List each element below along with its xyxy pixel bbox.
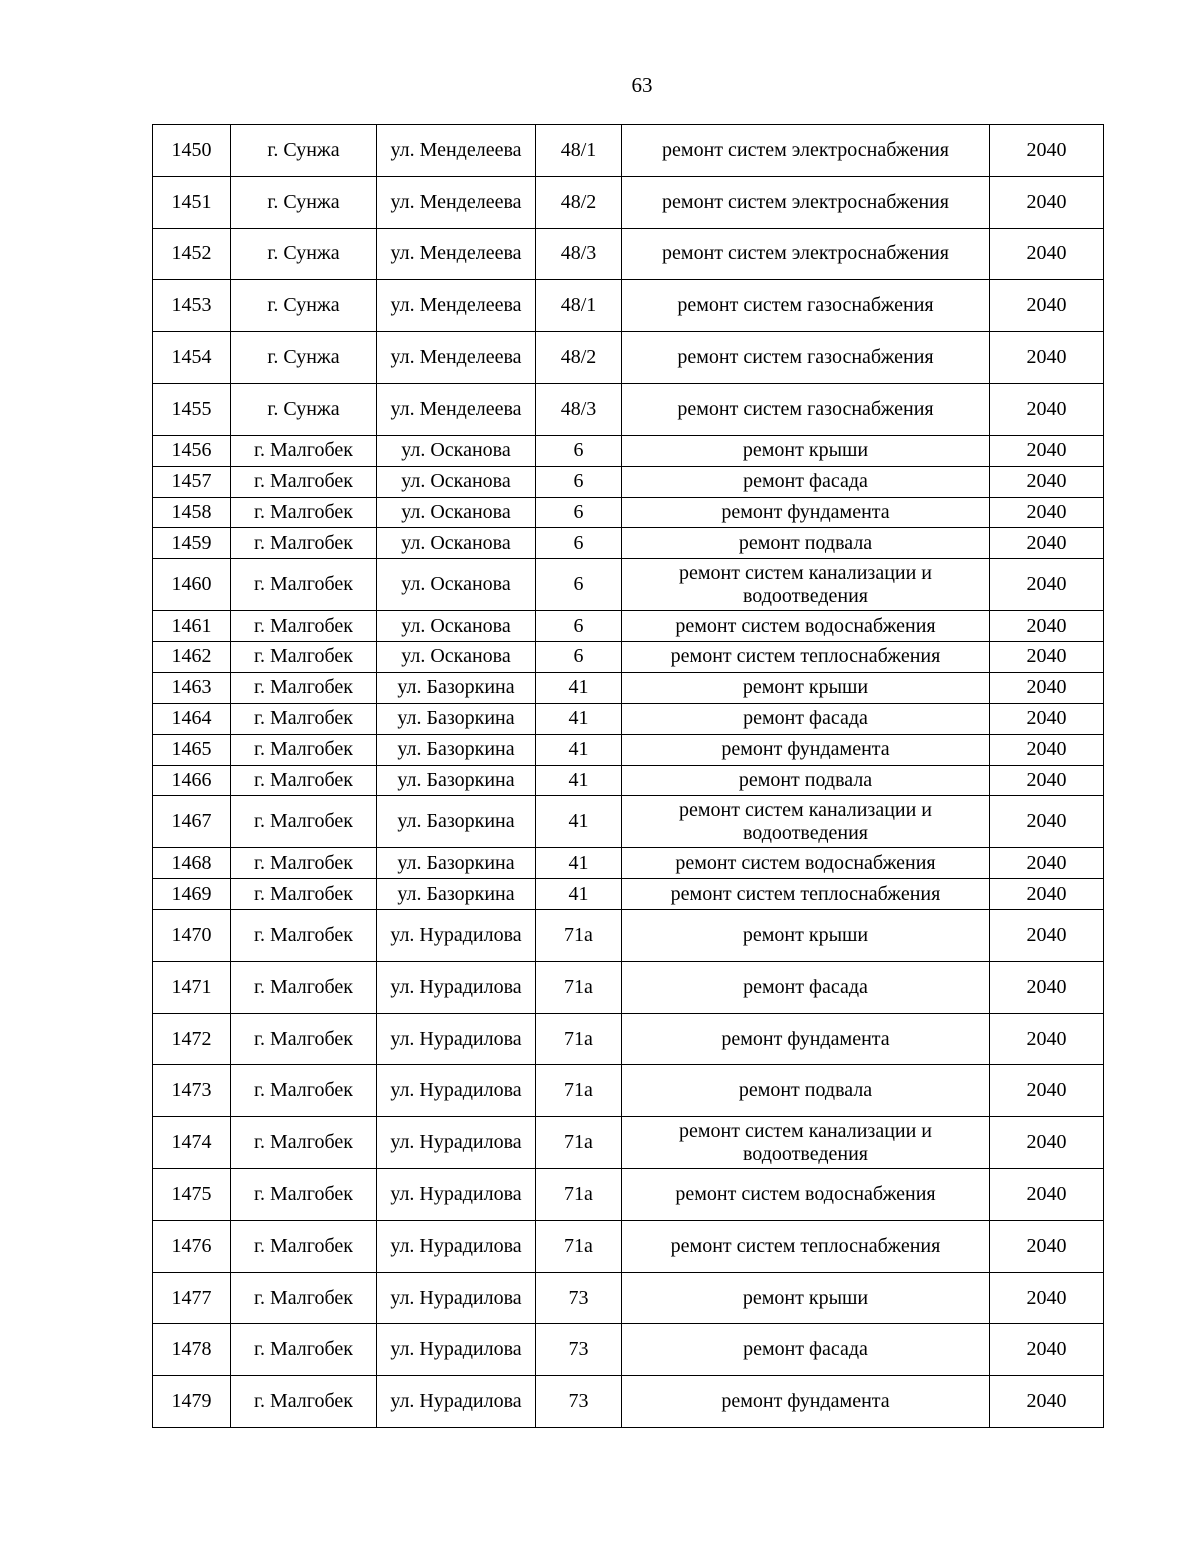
street-cell: ул. Нурадилова xyxy=(377,910,536,962)
city-cell: г. Сунжа xyxy=(231,125,377,177)
house-number-cell: 48/2 xyxy=(536,176,622,228)
year-cell: 2040 xyxy=(990,910,1104,962)
table-row xyxy=(153,1272,1104,1324)
year-cell: 2040 xyxy=(990,1376,1104,1428)
row-number-cell: 1467 xyxy=(153,796,231,848)
house-number-cell: 71а xyxy=(536,1220,622,1272)
table-row xyxy=(153,611,1104,642)
city-cell: г. Малгобек xyxy=(231,559,377,611)
city-cell: г. Малгобек xyxy=(231,466,377,497)
work-type-cell: ремонт крыши xyxy=(622,672,990,703)
street-cell: ул. Нурадилова xyxy=(377,1065,536,1117)
street-cell: ул. Осканова xyxy=(377,528,536,559)
repair-schedule-table xyxy=(152,124,1104,1428)
row-number-cell: 1464 xyxy=(153,703,231,734)
house-number-cell: 6 xyxy=(536,435,622,466)
work-type-cell: ремонт подвала xyxy=(622,765,990,796)
house-number-cell: 41 xyxy=(536,848,622,879)
year-cell: 2040 xyxy=(990,280,1104,332)
street-cell: ул. Менделеева xyxy=(377,332,536,384)
city-cell: г. Малгобек xyxy=(231,435,377,466)
work-type-cell: ремонт систем канализации и водоотведения xyxy=(622,796,990,848)
street-cell: ул. Базоркина xyxy=(377,848,536,879)
year-cell: 2040 xyxy=(990,228,1104,280)
row-number-cell: 1459 xyxy=(153,528,231,559)
street-cell: ул. Менделеева xyxy=(377,383,536,435)
city-cell: г. Малгобек xyxy=(231,848,377,879)
house-number-cell: 6 xyxy=(536,466,622,497)
city-cell: г. Малгобек xyxy=(231,528,377,559)
row-number-cell: 1458 xyxy=(153,497,231,528)
table-row xyxy=(153,672,1104,703)
row-number-cell: 1453 xyxy=(153,280,231,332)
table-row xyxy=(153,1376,1104,1428)
work-type-cell: ремонт фундамента xyxy=(622,1013,990,1065)
table-row xyxy=(153,1324,1104,1376)
work-type-cell: ремонт систем канализации и водоотведения xyxy=(622,559,990,611)
year-cell: 2040 xyxy=(990,559,1104,611)
table-row xyxy=(153,383,1104,435)
street-cell: ул. Нурадилова xyxy=(377,1324,536,1376)
table-body xyxy=(153,125,1104,1428)
year-cell: 2040 xyxy=(990,1272,1104,1324)
street-cell: ул. Менделеева xyxy=(377,280,536,332)
street-cell: ул. Нурадилова xyxy=(377,1117,536,1169)
row-number-cell: 1462 xyxy=(153,642,231,673)
street-cell: ул. Менделеева xyxy=(377,125,536,177)
street-cell: ул. Базоркина xyxy=(377,672,536,703)
row-number-cell: 1471 xyxy=(153,961,231,1013)
house-number-cell: 6 xyxy=(536,559,622,611)
city-cell: г. Малгобек xyxy=(231,1272,377,1324)
city-cell: г. Малгобек xyxy=(231,497,377,528)
work-type-cell: ремонт систем водоснабжения xyxy=(622,1169,990,1221)
house-number-cell: 71а xyxy=(536,1065,622,1117)
street-cell: ул. Осканова xyxy=(377,435,536,466)
year-cell: 2040 xyxy=(990,703,1104,734)
house-number-cell: 41 xyxy=(536,879,622,910)
street-cell: ул. Менделеева xyxy=(377,228,536,280)
year-cell: 2040 xyxy=(990,672,1104,703)
work-type-cell: ремонт систем теплоснабжения xyxy=(622,879,990,910)
street-cell: ул. Нурадилова xyxy=(377,1013,536,1065)
table-row xyxy=(153,1169,1104,1221)
row-number-cell: 1476 xyxy=(153,1220,231,1272)
table-row xyxy=(153,176,1104,228)
work-type-cell: ремонт систем водоснабжения xyxy=(622,611,990,642)
city-cell: г. Малгобек xyxy=(231,910,377,962)
work-type-cell: ремонт фундамента xyxy=(622,734,990,765)
row-number-cell: 1461 xyxy=(153,611,231,642)
table-row xyxy=(153,734,1104,765)
house-number-cell: 73 xyxy=(536,1376,622,1428)
table-row xyxy=(153,1065,1104,1117)
street-cell: ул. Базоркина xyxy=(377,796,536,848)
city-cell: г. Малгобек xyxy=(231,1324,377,1376)
table-row xyxy=(153,796,1104,848)
row-number-cell: 1473 xyxy=(153,1065,231,1117)
work-type-cell: ремонт фундамента xyxy=(622,1376,990,1428)
table-row xyxy=(153,879,1104,910)
work-type-cell: ремонт систем электроснабжения xyxy=(622,125,990,177)
year-cell: 2040 xyxy=(990,435,1104,466)
work-type-cell: ремонт систем теплоснабжения xyxy=(622,642,990,673)
row-number-cell: 1468 xyxy=(153,848,231,879)
table-row xyxy=(153,559,1104,611)
city-cell: г. Малгобек xyxy=(231,611,377,642)
table-row xyxy=(153,703,1104,734)
table-row xyxy=(153,466,1104,497)
house-number-cell: 48/3 xyxy=(536,228,622,280)
work-type-cell: ремонт крыши xyxy=(622,435,990,466)
work-type-cell: ремонт фундамента xyxy=(622,497,990,528)
year-cell: 2040 xyxy=(990,1324,1104,1376)
city-cell: г. Малгобек xyxy=(231,1220,377,1272)
house-number-cell: 41 xyxy=(536,672,622,703)
table-row xyxy=(153,280,1104,332)
street-cell: ул. Базоркина xyxy=(377,765,536,796)
table-row xyxy=(153,1013,1104,1065)
table-row xyxy=(153,910,1104,962)
house-number-cell: 71а xyxy=(536,1169,622,1221)
row-number-cell: 1472 xyxy=(153,1013,231,1065)
work-type-cell: ремонт систем канализации и водоотведения xyxy=(622,1117,990,1169)
year-cell: 2040 xyxy=(990,383,1104,435)
work-type-cell: ремонт систем газоснабжения xyxy=(622,280,990,332)
work-type-cell: ремонт крыши xyxy=(622,910,990,962)
street-cell: ул. Нурадилова xyxy=(377,961,536,1013)
street-cell: ул. Осканова xyxy=(377,466,536,497)
house-number-cell: 73 xyxy=(536,1324,622,1376)
table-row xyxy=(153,848,1104,879)
year-cell: 2040 xyxy=(990,1117,1104,1169)
table-row xyxy=(153,228,1104,280)
city-cell: г. Малгобек xyxy=(231,703,377,734)
street-cell: ул. Осканова xyxy=(377,497,536,528)
year-cell: 2040 xyxy=(990,611,1104,642)
work-type-cell: ремонт крыши xyxy=(622,1272,990,1324)
work-type-cell: ремонт систем теплоснабжения xyxy=(622,1220,990,1272)
year-cell: 2040 xyxy=(990,642,1104,673)
year-cell: 2040 xyxy=(990,1065,1104,1117)
street-cell: ул. Нурадилова xyxy=(377,1272,536,1324)
year-cell: 2040 xyxy=(990,176,1104,228)
work-type-cell: ремонт фасада xyxy=(622,703,990,734)
row-number-cell: 1465 xyxy=(153,734,231,765)
work-type-cell: ремонт систем водоснабжения xyxy=(622,848,990,879)
table-row xyxy=(153,765,1104,796)
work-type-cell: ремонт систем газоснабжения xyxy=(622,383,990,435)
work-type-cell: ремонт подвала xyxy=(622,1065,990,1117)
house-number-cell: 71а xyxy=(536,1117,622,1169)
row-number-cell: 1455 xyxy=(153,383,231,435)
house-number-cell: 73 xyxy=(536,1272,622,1324)
city-cell: г. Сунжа xyxy=(231,228,377,280)
work-type-cell: ремонт фасада xyxy=(622,961,990,1013)
table-row xyxy=(153,332,1104,384)
work-type-cell: ремонт систем электроснабжения xyxy=(622,176,990,228)
year-cell: 2040 xyxy=(990,734,1104,765)
year-cell: 2040 xyxy=(990,848,1104,879)
house-number-cell: 71а xyxy=(536,961,622,1013)
city-cell: г. Малгобек xyxy=(231,879,377,910)
street-cell: ул. Нурадилова xyxy=(377,1376,536,1428)
work-type-cell: ремонт фасада xyxy=(622,1324,990,1376)
city-cell: г. Сунжа xyxy=(231,280,377,332)
row-number-cell: 1470 xyxy=(153,910,231,962)
city-cell: г. Сунжа xyxy=(231,332,377,384)
row-number-cell: 1460 xyxy=(153,559,231,611)
row-number-cell: 1469 xyxy=(153,879,231,910)
house-number-cell: 6 xyxy=(536,528,622,559)
street-cell: ул. Осканова xyxy=(377,559,536,611)
city-cell: г. Малгобек xyxy=(231,1117,377,1169)
row-number-cell: 1451 xyxy=(153,176,231,228)
year-cell: 2040 xyxy=(990,528,1104,559)
street-cell: ул. Базоркина xyxy=(377,703,536,734)
row-number-cell: 1474 xyxy=(153,1117,231,1169)
city-cell: г. Малгобек xyxy=(231,642,377,673)
table-row xyxy=(153,528,1104,559)
city-cell: г. Малгобек xyxy=(231,1169,377,1221)
year-cell: 2040 xyxy=(990,765,1104,796)
city-cell: г. Малгобек xyxy=(231,961,377,1013)
city-cell: г. Сунжа xyxy=(231,176,377,228)
year-cell: 2040 xyxy=(990,466,1104,497)
street-cell: ул. Менделеева xyxy=(377,176,536,228)
row-number-cell: 1475 xyxy=(153,1169,231,1221)
house-number-cell: 41 xyxy=(536,703,622,734)
city-cell: г. Малгобек xyxy=(231,1376,377,1428)
city-cell: г. Малгобек xyxy=(231,672,377,703)
table-row xyxy=(153,497,1104,528)
row-number-cell: 1477 xyxy=(153,1272,231,1324)
house-number-cell: 41 xyxy=(536,734,622,765)
table-row xyxy=(153,1220,1104,1272)
row-number-cell: 1454 xyxy=(153,332,231,384)
city-cell: г. Малгобек xyxy=(231,734,377,765)
house-number-cell: 48/2 xyxy=(536,332,622,384)
work-type-cell: ремонт подвала xyxy=(622,528,990,559)
work-type-cell: ремонт систем газоснабжения xyxy=(622,332,990,384)
house-number-cell: 71а xyxy=(536,1013,622,1065)
city-cell: г. Малгобек xyxy=(231,1065,377,1117)
house-number-cell: 6 xyxy=(536,642,622,673)
city-cell: г. Малгобек xyxy=(231,1013,377,1065)
house-number-cell: 41 xyxy=(536,796,622,848)
year-cell: 2040 xyxy=(990,125,1104,177)
year-cell: 2040 xyxy=(990,961,1104,1013)
table-row xyxy=(153,125,1104,177)
row-number-cell: 1456 xyxy=(153,435,231,466)
house-number-cell: 6 xyxy=(536,497,622,528)
year-cell: 2040 xyxy=(990,497,1104,528)
street-cell: ул. Базоркина xyxy=(377,734,536,765)
year-cell: 2040 xyxy=(990,879,1104,910)
row-number-cell: 1479 xyxy=(153,1376,231,1428)
row-number-cell: 1478 xyxy=(153,1324,231,1376)
house-number-cell: 48/3 xyxy=(536,383,622,435)
city-cell: г. Малгобек xyxy=(231,765,377,796)
year-cell: 2040 xyxy=(990,796,1104,848)
row-number-cell: 1452 xyxy=(153,228,231,280)
row-number-cell: 1466 xyxy=(153,765,231,796)
street-cell: ул. Нурадилова xyxy=(377,1220,536,1272)
row-number-cell: 1457 xyxy=(153,466,231,497)
city-cell: г. Сунжа xyxy=(231,383,377,435)
work-type-cell: ремонт фасада xyxy=(622,466,990,497)
table-row xyxy=(153,642,1104,673)
table-row xyxy=(153,1117,1104,1169)
house-number-cell: 48/1 xyxy=(536,280,622,332)
page-number: 63 xyxy=(631,73,653,97)
street-cell: ул. Базоркина xyxy=(377,879,536,910)
house-number-cell: 48/1 xyxy=(536,125,622,177)
city-cell: г. Малгобек xyxy=(231,796,377,848)
year-cell: 2040 xyxy=(990,1169,1104,1221)
year-cell: 2040 xyxy=(990,332,1104,384)
street-cell: ул. Осканова xyxy=(377,642,536,673)
year-cell: 2040 xyxy=(990,1220,1104,1272)
table-row xyxy=(153,961,1104,1013)
street-cell: ул. Осканова xyxy=(377,611,536,642)
house-number-cell: 6 xyxy=(536,611,622,642)
year-cell: 2040 xyxy=(990,1013,1104,1065)
house-number-cell: 41 xyxy=(536,765,622,796)
work-type-cell: ремонт систем электроснабжения xyxy=(622,228,990,280)
house-number-cell: 71а xyxy=(536,910,622,962)
table-row xyxy=(153,435,1104,466)
street-cell: ул. Нурадилова xyxy=(377,1169,536,1221)
row-number-cell: 1450 xyxy=(153,125,231,177)
row-number-cell: 1463 xyxy=(153,672,231,703)
